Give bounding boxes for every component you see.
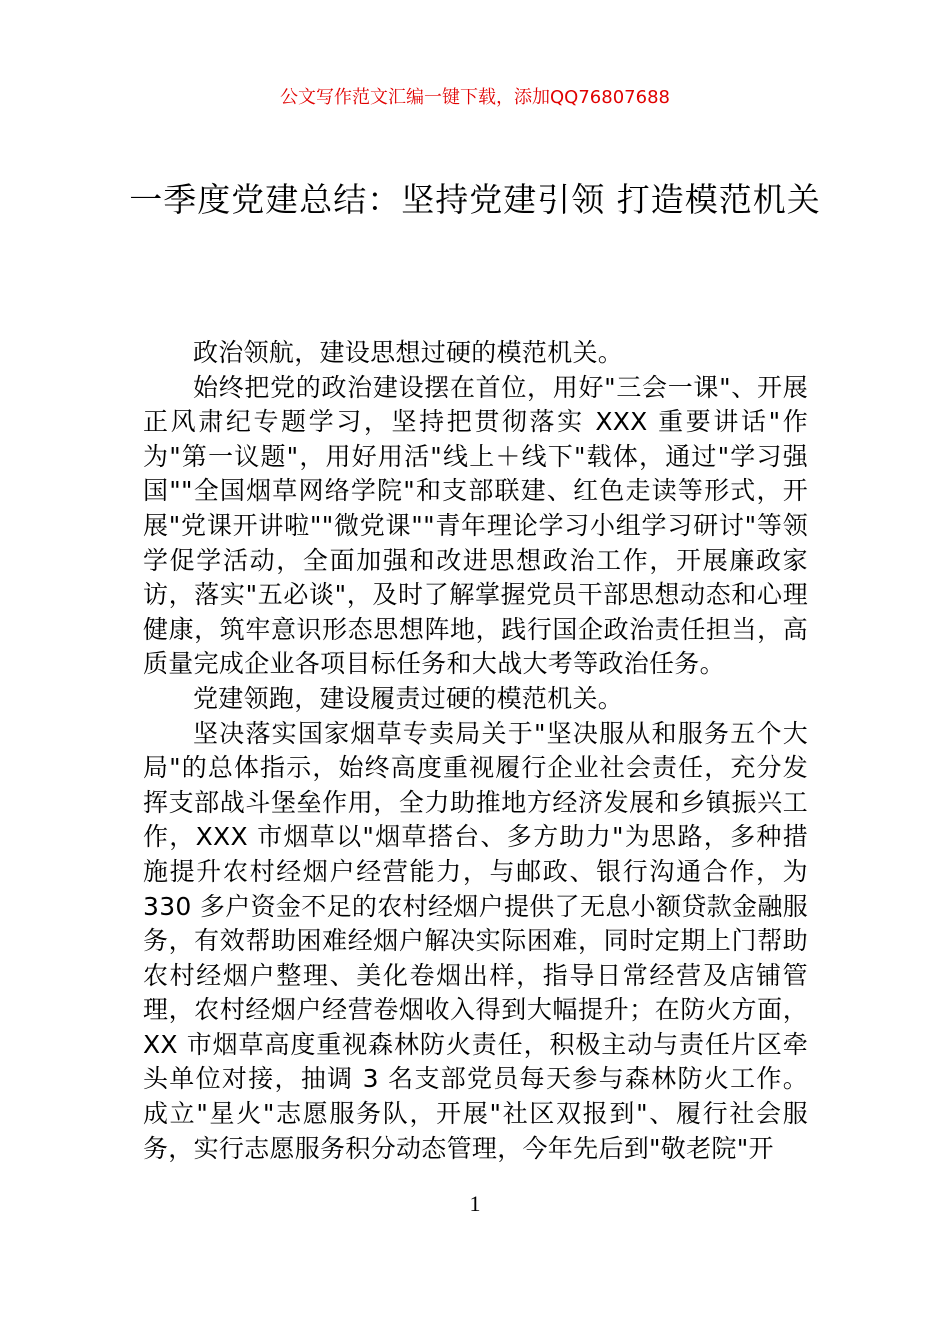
page-number: 1 — [469, 1191, 481, 1216]
paragraph-responsibility: 坚决落实国家烟草专卖局关于"坚决服从和服务五个大局"的总体指示，始终高度重视履行企业社会责任，充分发挥支部战斗堡垒作用，全力助推地方经济发展和乡镇振兴工作，XXX 市烟草以"烟草搭台、多方助力"为思路，多种措施提升农村经烟户经营能力，与邮政、银行沟通合作，为 330 多户资金不足的农村经烟户提供了无息小额贷款金融服务，有效帮助困难经烟户解决实际困难，同时定期上门帮助农村经烟户整理、美化卷烟出样，指导日常经营及店铺管理，农村经烟户经营卷烟收入得到大幅提升；在防火方面，XX 市烟草高度重视森林防火责任，积极主动与责任片区牵头单位对接，抽调 3 名支部党员每天参与森林防火工作。成立"星火"志愿服务队，开展"社区双报到"、履行社会服务，实行志愿服务积分动态管理，今年先后到"敬老院"开 — [143, 718, 808, 1163]
section-heading-political: 政治领航，建设思想过硬的模范机关。 — [193, 338, 624, 367]
download-notice: 公文写作范文汇编一键下载，添加QQ76807688 — [280, 87, 670, 108]
document-title: 一季度党建总结：坚持党建引领 打造模范机关 — [129, 180, 821, 219]
document-body — [143, 336, 808, 1166]
paragraph-political-building: 始终把党的政治建设摆在首位，用好"三会一课"、开展正风肃纪专题学习，坚持把贯彻落实 XXX 重要讲话"作为"第一议题"，用好用活"线上＋线下"载体，通过"学习强国""全国烟草网络学院"和支部联建、红色走读等形式，开展"党课开讲啦""微党课""青年理论学习小组学习研讨"等领学促学活动，全面加强和改进思想政治工作，开展廉政家访，落实"五必谈"，及时了解掌握党员干部思想动态和心理健康，筑牢意识形态思想阵地，践行国企政治责任担当，高质量完成企业各项目标任务和大战大考等政治任务。 — [143, 372, 808, 679]
section-heading-responsibility: 党建领跑，建设履责过硬的模范机关。 — [193, 683, 624, 713]
